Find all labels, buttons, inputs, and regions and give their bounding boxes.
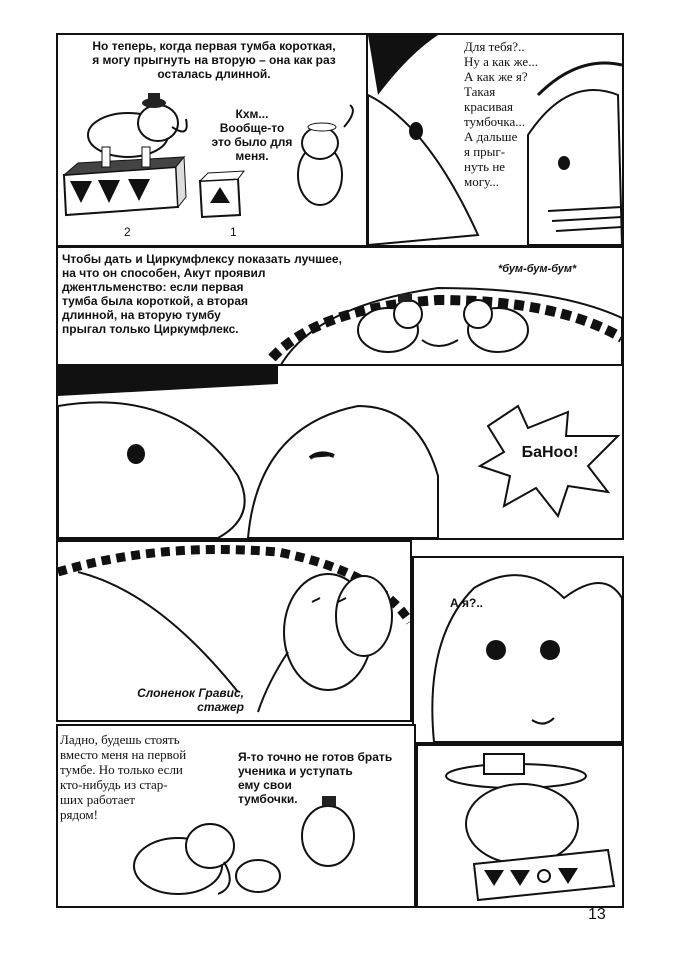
panel-2 [366,33,624,247]
panel-8-art [418,746,622,906]
panel-3-caption: Чтобы дать и Циркумфлексу показать лучшее, на что он способен, Акут проявил джентльменство: если первая тумба была короткой, а вторая длинной, на вторую тумбу прыгал только Циркумфлекс. [62,252,342,336]
panel-3-sfx: *бум-бум-бум* [498,263,577,275]
panel-7 [56,724,416,908]
panel-6-speech: А я?.. [450,596,483,610]
panel-1-speech: Кхм... Вообще-то это было для меня. [211,107,293,163]
panel-7-speech-right: Я-то точно не готов брать ученика и уступать ему свои тумбочки. [238,750,393,806]
panel-1 [56,33,368,247]
panel-5-caption: Слоненок Гравис, стажер [137,686,244,714]
page-number: 13 [588,906,606,923]
panel-6 [412,556,624,744]
panel-8 [416,744,624,908]
panel-1-caption: Но теперь, когда первая тумба короткая, я могу прыгнуть на вторую – она как раз осталась длинной. [92,39,336,81]
panel-6-art [414,558,622,742]
panel-4-sfx: БаНоо! [521,444,579,461]
panel-2-speech: Для тебя?.. Ну а как же... А как же я? Такая красивая тумбочка... А дальше я прыг- нуть не могу... [464,39,538,189]
panel-4 [56,364,624,540]
panel-7-speech-left: Ладно, будешь стоять вместо меня на первой тумбе. Но только если кто-нибудь из стар- ших работает рядом! [60,732,187,822]
pedestal-label-1: 1 [230,225,237,239]
pedestal-label-2: 2 [124,225,131,239]
panel-5 [56,540,412,722]
